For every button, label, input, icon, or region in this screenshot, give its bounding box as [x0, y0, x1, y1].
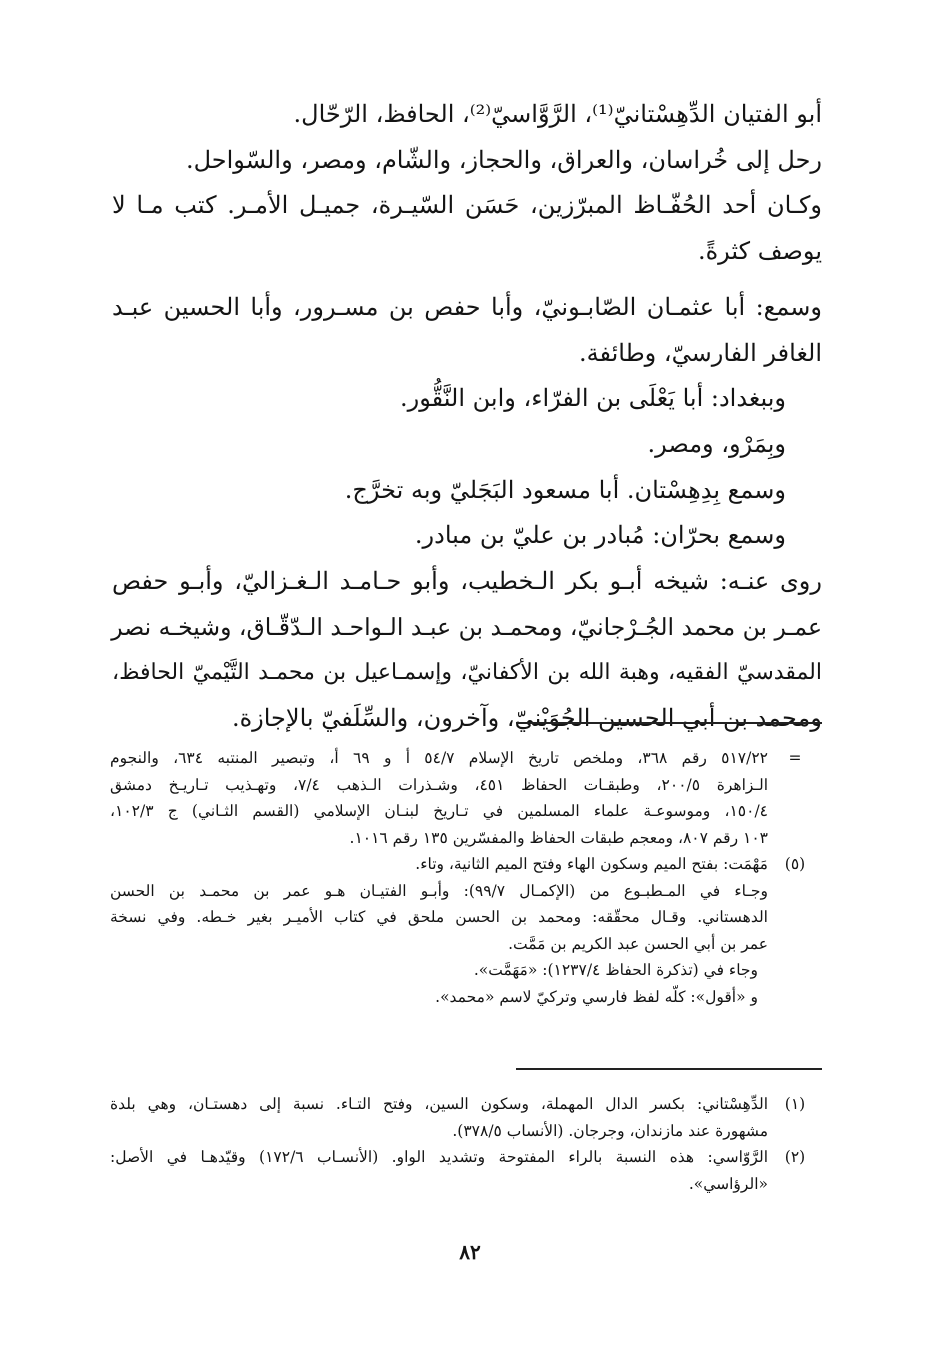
text-line: وسمع بِدِهِسْتان. أبا مسعود البَجَليّ وبه تخرَّج. — [344, 475, 786, 504]
text-line: روى عنـه: شيخه أبـو بكر الـخطيب، وأبو حـامـد الـغـزاليّ، وأبـو حفص — [112, 567, 822, 596]
page-number: ٨٢ — [459, 1240, 481, 1264]
text-line: أبو الفتيان الدِّهِسْتانيّ⁽¹⁾، الرَّوَّاسيّ⁽²⁾، الحافظ، الرّحّال. — [293, 100, 822, 128]
footnote-marker: (١) — [784, 1095, 806, 1113]
text-line: وكـان أحد الحُفّـاظ المبرّزين، حَسَن السّيـرة، جميـل الأمـر. كتب مـا لا — [112, 191, 822, 220]
footnote-body — [110, 745, 768, 851]
footnote-line: مشهورة عند مازندان، وجرجان. (الأنساب ٣٧٨/٥). — [452, 1121, 768, 1140]
text-line: المقدسيّ الفقيه، وهبة الله بن الأكفانيّ، وإسمـاعيل بن محمـد التَّيْميّ الحافظ، — [112, 660, 822, 686]
footnote-line: «الرؤاسي». — [688, 1174, 768, 1193]
footnote-line: وجـاء في المـطبـوع من (الإكمـال ٩٩/٧): وأبـو الفتيـان هـو عمر بن محمـد بن الحسن — [110, 881, 769, 900]
footnote-body — [110, 878, 768, 1011]
footnote — [110, 745, 822, 851]
text-line: وسمع: أبا عثمـان الصّابـونيّ، وأبا حفص بن مسـرور، وأبا الحسين عبـد — [112, 292, 822, 321]
footnote-line: ١٠٣ رقم ٨٠٧، ومعجم طبقات الحفاظ والمفسّرين ١٣٥ رقم ١٠١٦. — [349, 828, 768, 847]
footnote-line: وجاء في (تذكرة الحفاظ ١٢٣٧/٤): «مَهَمَّت». — [473, 961, 758, 979]
footnote — [110, 1144, 822, 1197]
footnote-line: عمر بن أبي الحسن عبد الكريم بن مَمَّت. — [508, 934, 768, 953]
footnote-line: ٥١٧/٢٢ رقم ٣٦٨، وملخص تاريخ الإسلام ٥٤/٧ أ و ٦٩ أ، وتبصير المنتبه ٦٣٤، والنجوم — [110, 749, 768, 767]
footnote-line: مَهْمَت: بفتح الميم وسكون الهاء وفتح الميم الثانية، وتاء. — [415, 855, 768, 873]
footnote-body — [110, 1144, 768, 1197]
footnotes-lower — [110, 1091, 822, 1197]
text-line: ومحمد بن أبي الحسين الجُوَيْنيّ، وآخرون، والسِّلَفيّ بالإجازة. — [231, 704, 822, 733]
footnote-marker: = — [788, 749, 802, 767]
paragraph-gap — [112, 275, 822, 285]
text-line: الغافر الفارسيّ، وطائفة. — [578, 338, 822, 367]
footnote-body — [110, 851, 768, 878]
main-text — [112, 92, 822, 742]
footnote-separator-upper — [516, 722, 822, 724]
footnotes-upper — [110, 745, 822, 1010]
text-line: رحل إلى خُراسان، والعراق، والحجاز، والشّام، ومصر، والسّواحل. — [186, 145, 822, 174]
footnote-line: و «أقول»: كلّه لفظ فارسي وتركيّ لاسم «محمد». — [435, 987, 758, 1006]
footnote-marker: (٥) — [784, 855, 806, 873]
footnote — [110, 851, 822, 878]
text-line: وسمع بحرّان: مُبادر بن عليّ بن مبادر. — [414, 521, 786, 550]
footnote-separator-lower — [516, 1068, 822, 1070]
footnote-line: ١٥٠/٤، وموسوعـة علماء المسلمين في تـاريخ لبنـان الإسلامي (القسم الثـاني) ج ١٠٢/٣، — [110, 802, 768, 820]
footnote — [110, 1091, 822, 1144]
footnote-line: الرَّوّاسي: هذه النسبة بالراء المفتوحة وتشديد الواو. (الأنسـاب ١٧٢/٦) وقيّدهـا في الأصل: — [110, 1148, 768, 1166]
footnote-marker: (٢) — [784, 1148, 806, 1166]
footnote-line: الـزاهرة ٢٠٠/٥، وطبقـات الحفاظ ٤٥١، وشـذرات الـذهب ٧/٤، وتهـذيب تـاريـخ دمشق — [110, 775, 769, 794]
footnote-body — [110, 1091, 768, 1144]
text-line: وببغداد: أبا يَعْلَى بن الفرّاء، وابن النَّقُّور. — [400, 384, 786, 413]
footnote-line: الدِّهِسْتاني: بكسر الدال المهملة، وسكون السين، وفتح التـاء. نسبة إلى دهستـان، وهي بلدة — [110, 1095, 768, 1113]
footnote-line: الدهستاني. وقـال محقّقه: ومحمد بن الحسن ملحق في كتاب الأميـر بغير خـطه. وفي نسخة — [110, 908, 768, 926]
text-line: يوصف كثرةً. — [697, 237, 822, 266]
footnote — [110, 878, 822, 1011]
text-line: وبِمَرْو، ومصر. — [647, 429, 786, 458]
text-line: عمـر بن محمد الجُـرْجانيّ، ومحمـد بن عبـد الـواحـد الـدّقّـاق، وشيخـه نصر — [111, 612, 822, 641]
